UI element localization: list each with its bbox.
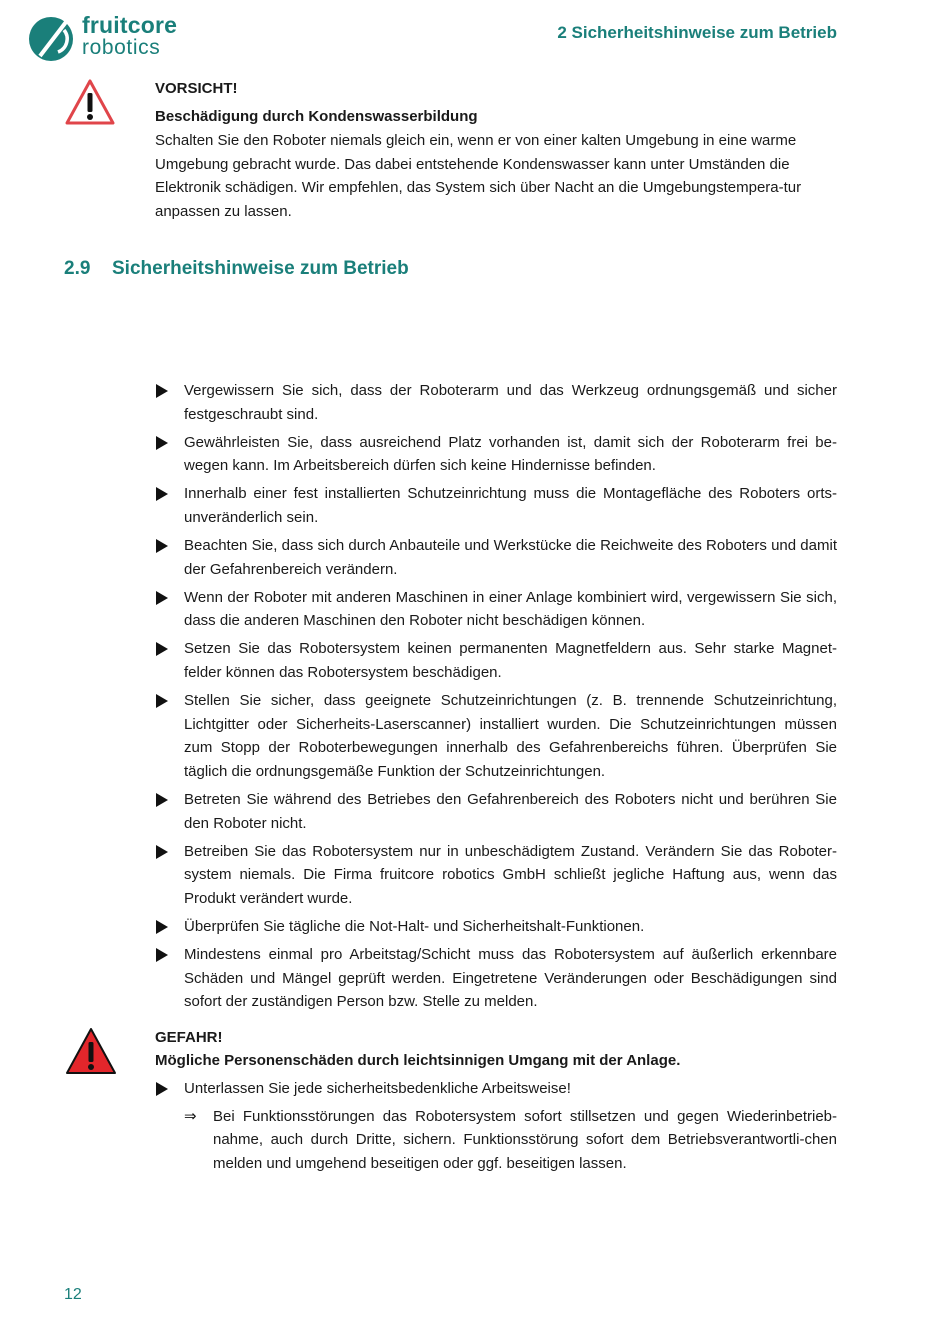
fruitcore-logo (28, 14, 188, 64)
bullet-triangle-icon (156, 591, 168, 605)
bullet-triangle-icon (156, 642, 168, 656)
section-heading (64, 258, 409, 280)
list-item: Wenn der Roboter mit anderen Maschinen in einer Anlage kombiniert wird, vergewissern Sie sich, dass die anderen Maschinen den Roboter nicht beschädigen können. (155, 586, 837, 633)
bullet-triangle-icon (156, 694, 168, 708)
bullet-triangle-icon (156, 948, 168, 962)
caution-subtitle: Beschädigung durch Kondenswasserbildung (155, 108, 478, 125)
bullet-triangle-icon (156, 920, 168, 934)
fruitcore-logo-icon (28, 16, 74, 62)
danger-list (155, 1077, 837, 1101)
bullet-triangle-icon (156, 845, 168, 859)
caution-body: Schalten Sie den Roboter niemals gleich ein, wenn er von einer kalten Umgebung in eine warme Umgebung gebracht wurde. Das dabei entstehende Kondenswasser kann unter Umständen die Elektronik schädigen. Wir empfehlen, das System sich über Nacht an die Umgebungstempera-tur anpassen zu lassen. (155, 132, 802, 220)
bullet-triangle-icon (156, 436, 168, 450)
bullet-triangle-icon (156, 1082, 168, 1096)
logo-line-1: fruitcore (82, 12, 178, 38)
list-item: Überprüfen Sie tägliche die Not-Halt- und Sicherheitshalt-Funktionen. (155, 915, 837, 939)
list-item: Betreiben Sie das Robotersystem nur in unbeschädigtem Zustand. Verändern Sie das Roboter-system niemals. Die Firma fruitcore robotics GmbH schließt jegliche Haftung aus, wenn das Produkt verändert wurde. (155, 840, 837, 911)
section-number: 2.9 (64, 258, 91, 279)
safety-instructions-list (155, 379, 837, 1018)
list-item: Innerhalb einer fest installierten Schutzeinrichtung muss die Montagefläche des Roboters orts-unveränderlich sein. (155, 482, 837, 529)
bullet-triangle-icon (156, 487, 168, 501)
list-item: Setzen Sie das Robotersystem keinen permanenten Magnetfeldern aus. Sehr starke Magnet-felder können das Robotersystem beschädigen. (155, 637, 837, 684)
caution-notice (155, 78, 837, 223)
page-number: 12 (64, 1286, 82, 1303)
danger-title: GEFAHR! (155, 1029, 223, 1046)
list-item: Mindestens einmal pro Arbeitstag/Schicht muss das Robotersystem auf äußerlich erkennbare Schäden und Mängel geprüft werden. Eingetretene Veränderungen oder Beschädigungen sind sofort der zuständigen Person bzw. Stelle zu melden. (155, 943, 837, 1014)
running-head: 2 Sicherheitshinweise zum Betrieb (557, 23, 837, 42)
logo-line-2: robotics (82, 36, 161, 59)
result-text: Bei Funktionsstörungen das Robotersystem sofort stillsetzen und gegen Wiederinbetrieb-nahme, auch durch Dritte, sichern. Funktionsstörung sofort dem Betriebsverantwortli-chen melden und umgehend beseitigen oder ggf. beseitigen lassen. (213, 1107, 837, 1172)
bullet-triangle-icon (156, 793, 168, 807)
danger-subtitle: Mögliche Personenschäden durch leichtsinnigen Umgang mit der Anlage. (155, 1052, 681, 1069)
warning-triangle-outline-icon (64, 78, 116, 126)
list-item: Beachten Sie, dass sich durch Anbauteile und Werkstücke die Reichweite des Roboters und damit der Gefahrenbereich verändern. (155, 534, 837, 581)
list-item: Betreten Sie während des Betriebes den Gefahrenbereich des Roboters nicht und berühren Sie den Roboter nicht. (155, 788, 837, 835)
danger-notice (155, 1027, 837, 1175)
list-item: Gewährleisten Sie, dass ausreichend Platz vorhanden ist, damit sich der Roboterarm frei be-wegen kann. Im Arbeitsbereich dürfen sich keine Hindernisse befinden. (155, 431, 837, 478)
danger-triangle-filled-icon (64, 1026, 118, 1076)
section-title: Sicherheitshinweise zum Betrieb (112, 258, 409, 279)
bullet-triangle-icon (156, 539, 168, 553)
bullet-triangle-icon (156, 384, 168, 398)
result-item (155, 1105, 837, 1176)
caution-title: VORSICHT! (155, 80, 238, 97)
list-item: Vergewissern Sie sich, dass der Roboterarm und das Werkzeug ordnungsgemäß und sicher festgeschraubt sind. (155, 379, 837, 426)
list-item: Unterlassen Sie jede sicherheitsbedenkliche Arbeitsweise! (155, 1077, 837, 1101)
logo-wordmark (82, 14, 177, 58)
list-item: Stellen Sie sicher, dass geeignete Schutzeinrichtungen (z. B. trennende Schutzeinrichtung, Lichtgitter oder Sicherheits-Laserscanner) installiert wurden. Die Schutzeinrichtungen müssen zum Stopp der Roboterbewegungen innerhalb des Gefahrenbereichs führen. Überprüfen Sie täglich die ordnungsgemäße Funktion der Schutzeinrichtungen. (155, 689, 837, 783)
result-arrow-icon: ⇒ (184, 1107, 197, 1125)
